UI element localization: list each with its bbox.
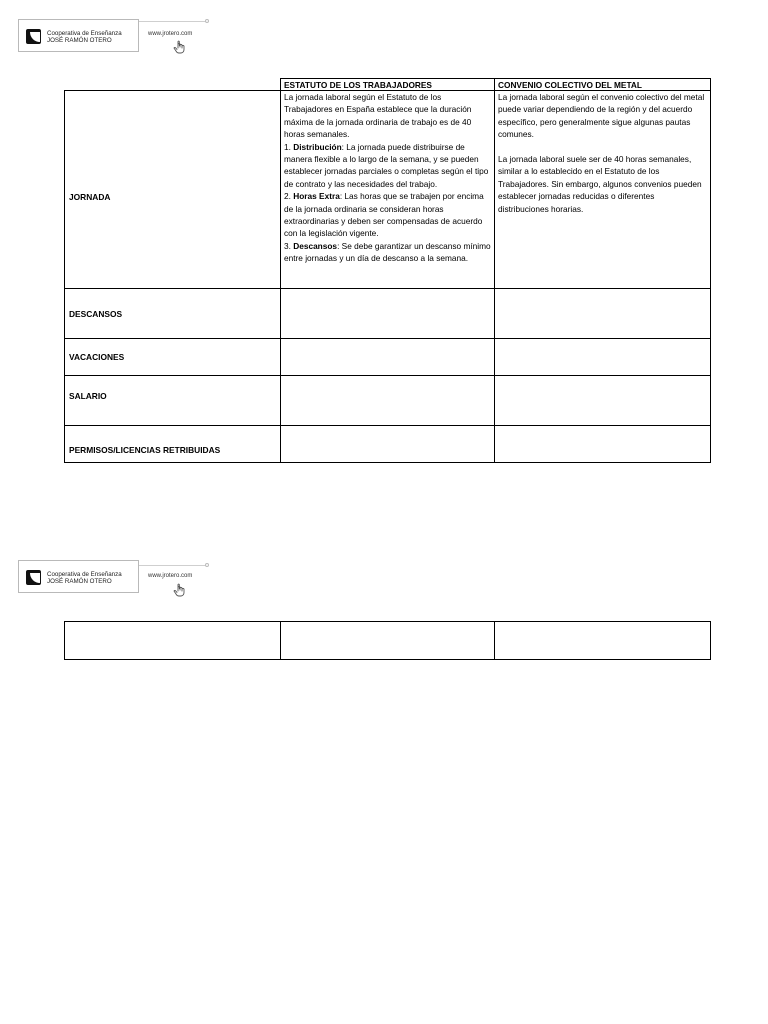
empty-corner-cell [65, 79, 281, 91]
empty-cell [495, 622, 711, 660]
row-label-jornada: JORNADA [65, 91, 281, 289]
row-label-permisos: PERMISOS/LICENCIAS RETRIBUIDAS [65, 426, 281, 463]
table-row [65, 91, 711, 289]
convenio-paragraph: La jornada laboral suele ser de 40 horas semanales, similar a lo establecido en el Estatuto de los Trabajadores. Sin embargo, algunos convenios pueden establecer jornadas reducidas o diferentes distribuciones horarias. [498, 154, 702, 214]
table-row [65, 339, 711, 376]
point-text: : Las horas que se trabajen por encima de la jornada ordinaria se consideran horas extraordinarias y deben ser compensadas de acuerdo con la legislación vigente. [284, 191, 484, 239]
cell-vacaciones-convenio [495, 339, 711, 376]
cell-descansos-estatuto [281, 289, 495, 339]
row-label-salario: SALARIO [65, 376, 281, 426]
logo-line-1: Cooperativa de Enseñanza [47, 30, 122, 37]
estatuto-intro: La jornada laboral según el Estatuto de los Trabajadores en España establece que la duración máxima de la jornada ordinaria de trabajo es de 40 horas semanales. [284, 92, 472, 140]
cell-jornada-convenio [495, 91, 711, 289]
logo-line-2: JOSÉ RAMÓN OTERO [47, 37, 112, 44]
point-number: 3. [284, 240, 291, 251]
hand-pointer-icon [173, 40, 187, 54]
logo-line-2: JOSÉ RAMÓN OTERO [47, 578, 112, 585]
point-title: Distribución [293, 141, 342, 152]
table-row [65, 426, 711, 463]
leaf-logo-icon [26, 29, 41, 44]
point-number: 1. [284, 141, 291, 152]
cell-permisos-convenio [495, 426, 711, 463]
cooperative-logo [18, 560, 139, 593]
cell-salario-convenio [495, 376, 711, 426]
cooperative-logo [18, 19, 139, 52]
cell-jornada-estatuto [281, 91, 495, 289]
header-convenio: CONVENIO COLECTIVO DEL METAL [495, 79, 711, 91]
hand-pointer-icon [173, 583, 187, 597]
continuation-table [64, 621, 711, 660]
website-link[interactable]: www.jrotero.com [148, 573, 193, 579]
connector-dot-icon [205, 563, 209, 567]
convenio-paragraph: La jornada laboral según el convenio colectivo del metal puede variar dependiendo de la región y del acuerdo específico, pero generalmente sigue algunas pautas comunes. [498, 92, 705, 140]
logo-line-1: Cooperativa de Enseñanza [47, 571, 122, 578]
connector-dot-icon [205, 19, 209, 23]
empty-cell [281, 622, 495, 660]
website-link[interactable]: www.jrotero.com [148, 31, 193, 37]
table-row [65, 622, 711, 660]
point-title: Horas Extra [293, 191, 340, 202]
divider-line [139, 21, 206, 22]
leaf-logo-icon [26, 570, 41, 585]
empty-cell [65, 622, 281, 660]
point-title: Descansos [293, 240, 338, 251]
point-text: : La jornada puede distribuirse de manera flexible a lo largo de la semana, y se pueden establecer jornadas parciales o completas según el tipo de contrato y las necesidades del trabajo. [284, 141, 489, 189]
cell-vacaciones-estatuto [281, 339, 495, 376]
cell-permisos-estatuto [281, 426, 495, 463]
table-row [65, 289, 711, 339]
comparison-table [64, 78, 711, 463]
point-text: : Se debe garantizar un descanso mínimo entre jornadas y un día de descanso a la semana. [284, 240, 491, 264]
table-header-row [65, 79, 711, 91]
divider-line [139, 565, 206, 566]
row-label-vacaciones: VACACIONES [65, 339, 281, 376]
cell-descansos-convenio [495, 289, 711, 339]
row-label-descansos: DESCANSOS [65, 289, 281, 339]
table-row [65, 376, 711, 426]
point-number: 2. [284, 191, 291, 202]
header-estatuto: ESTATUTO DE LOS TRABAJADORES [281, 79, 495, 91]
cell-salario-estatuto [281, 376, 495, 426]
